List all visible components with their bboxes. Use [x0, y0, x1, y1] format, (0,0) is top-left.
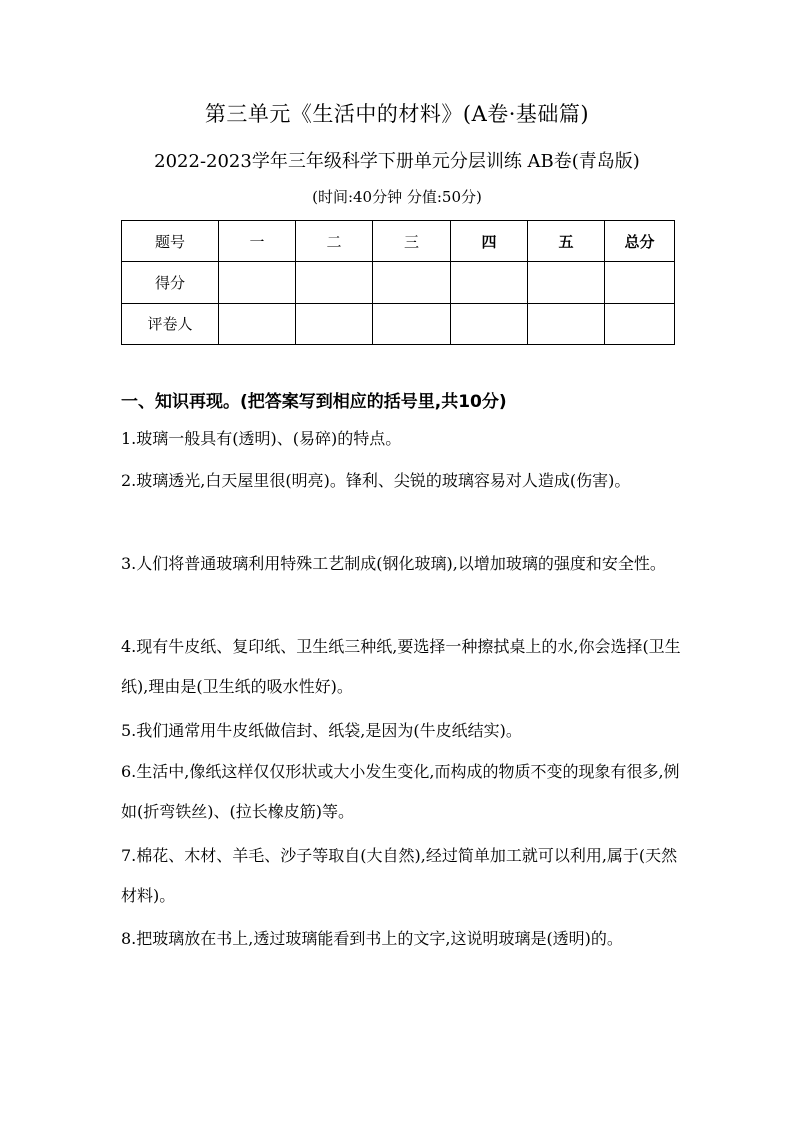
- question-item: 8.把玻璃放在书上,透过玻璃能看到书上的文字,这说明玻璃是(透明)的。: [121, 929, 623, 948]
- table-header-cell: 题号: [122, 221, 219, 262]
- score-cell[interactable]: [528, 262, 605, 303]
- question-item: 7.棉花、木材、羊毛、沙子等取自(大自然),经过简单加工就可以利用,属于(天然材料)。: [121, 846, 678, 905]
- question-item: 6.生活中,像纸这样仅仅形状或大小发生变化,而构成的物质不变的现象有很多,例如(折弯铁丝)、(拉长橡皮筋)等。: [121, 762, 680, 821]
- grader-cell[interactable]: [451, 303, 528, 344]
- row-label-score: 得分: [122, 262, 219, 303]
- page-subtitle: 2022-2023学年三年级科学下册单元分层训练 AB卷(青岛版): [154, 151, 640, 172]
- row-label-grader: 评卷人: [122, 303, 219, 344]
- table-header-cell: 总分: [605, 221, 675, 262]
- question-item: 2.玻璃透光,白天屋里很(明亮)。锋利、尖锐的玻璃容易对人造成(伤害)。: [121, 471, 631, 490]
- grader-cell[interactable]: [528, 303, 605, 344]
- score-cell[interactable]: [373, 262, 451, 303]
- score-table: [121, 220, 675, 345]
- score-cell[interactable]: [605, 262, 675, 303]
- score-cell[interactable]: [296, 262, 373, 303]
- table-row: [122, 262, 675, 303]
- table-row: [122, 303, 675, 344]
- grader-cell[interactable]: [219, 303, 296, 344]
- question-item: 3.人们将普通玻璃利用特殊工艺制成(钢化玻璃),以增加玻璃的强度和安全性。: [121, 554, 666, 573]
- question-item: 5.我们通常用牛皮纸做信封、纸袋,是因为(牛皮纸结实)。: [121, 721, 522, 740]
- section-heading: 一、知识再现。(把答案写到相应的括号里,共10分): [121, 392, 507, 412]
- time-score-info: (时间:40分钟 分值:50分): [312, 188, 482, 206]
- score-table-header-row: [122, 221, 675, 262]
- score-cell[interactable]: [219, 262, 296, 303]
- table-header-cell: 四: [451, 221, 528, 262]
- table-header-cell: 五: [528, 221, 605, 262]
- question-item: 1.玻璃一般具有(透明)、(易碎)的特点。: [121, 429, 402, 448]
- question-item: 4.现有牛皮纸、复印纸、卫生纸三种纸,要选择一种擦拭桌上的水,你会选择(卫生纸),理由是(卫生纸的吸水性好)。: [121, 637, 681, 696]
- table-header-cell: 三: [373, 221, 451, 262]
- grader-cell[interactable]: [296, 303, 373, 344]
- grader-cell[interactable]: [373, 303, 451, 344]
- table-header-cell: 二: [296, 221, 373, 262]
- grader-cell[interactable]: [605, 303, 675, 344]
- table-header-cell: 一: [219, 221, 296, 262]
- score-cell[interactable]: [451, 262, 528, 303]
- page-title: 第三单元《生活中的材料》(A卷·基础篇): [204, 102, 590, 126]
